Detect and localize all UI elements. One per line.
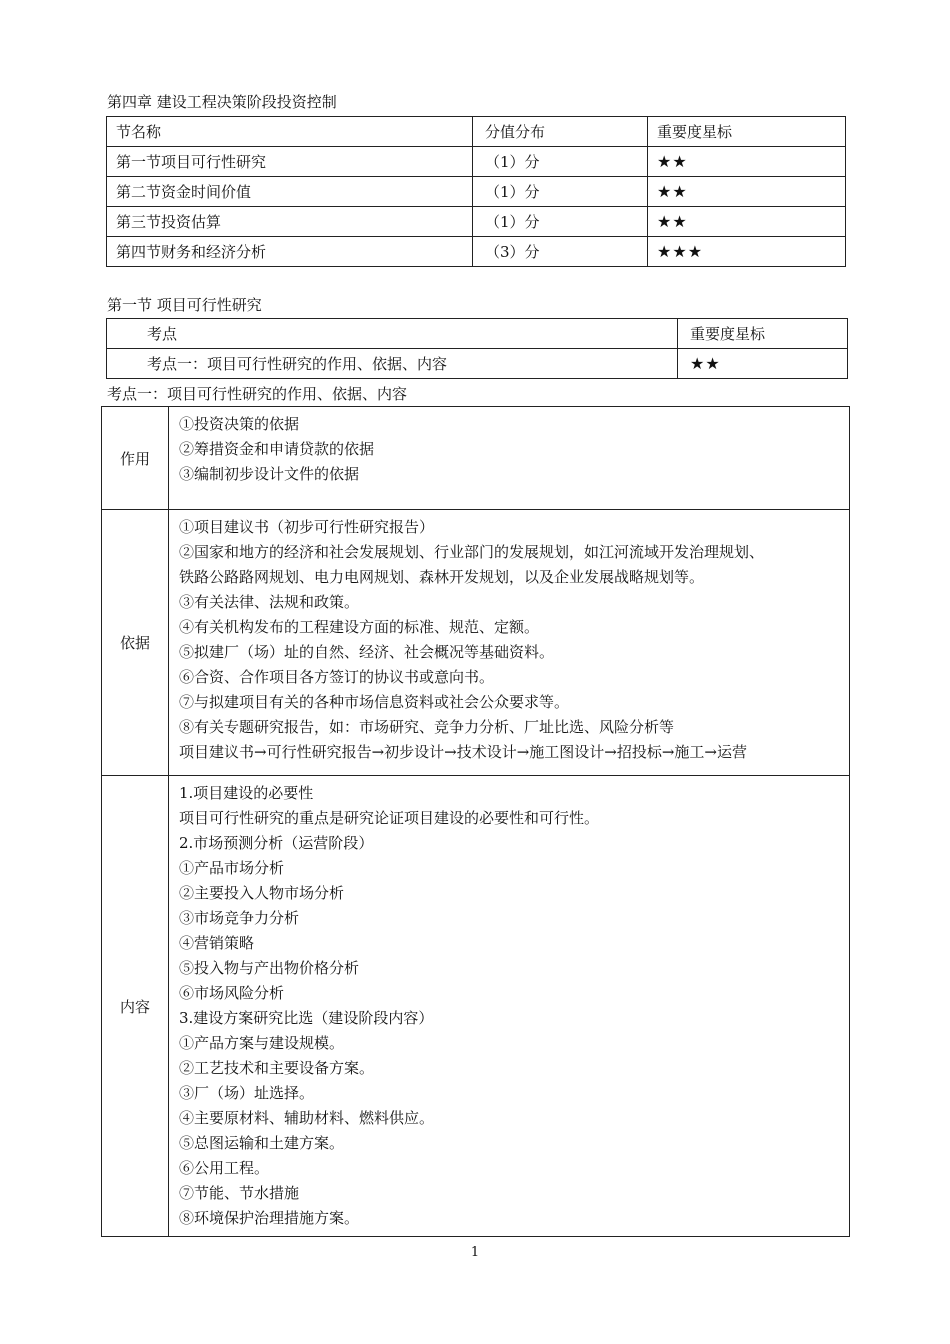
section-score: （1）分 [473, 147, 648, 177]
content-line: ④主要原材料、辅助材料、燃料供应。 [179, 1109, 435, 1127]
header-exam-point: 考点 [107, 319, 678, 349]
content-line: ③编制初步设计文件的依据 [179, 465, 360, 483]
exam-point-detail-table [101, 406, 850, 1237]
section-name: 第二节资金时间价值 [107, 177, 473, 207]
row-label: 作用 [102, 407, 169, 510]
section-score: （1）分 [473, 207, 648, 237]
chapter-section-table [106, 116, 846, 267]
table-header-row [107, 117, 846, 147]
content-line: 1.项目建设的必要性 [179, 784, 314, 802]
content-line: ②筹措资金和申请贷款的依据 [179, 440, 375, 458]
row-content [169, 407, 850, 510]
section-title: 第一节 项目可行性研究 [107, 296, 262, 314]
chapter-title: 第四章 建设工程决策阶段投资控制 [107, 93, 337, 111]
section-name: 第一节项目可行性研究 [107, 147, 473, 177]
table-row [107, 177, 846, 207]
header-score: 分值分布 [473, 117, 648, 147]
exam-point-table [106, 318, 848, 379]
content-line: 铁路公路路网规划、电力电网规划、森林开发规划，以及企业发展战略规划等。 [179, 568, 705, 586]
content-line: ⑧环境保护治理措施方案。 [179, 1209, 360, 1227]
content-line: ⑥合资、合作项目各方签订的协议书或意向书。 [179, 668, 495, 686]
detail-row-basis [102, 510, 850, 776]
header-importance: 重要度星标 [648, 117, 846, 147]
exam-point-title: 考点一：项目可行性研究的作用、依据、内容 [107, 385, 408, 403]
content-line: ①投资决策的依据 [179, 415, 300, 433]
section-name: 第四节财务和经济分析 [107, 237, 473, 267]
content-line: ⑥市场风险分析 [179, 984, 285, 1002]
content-line: ②主要投入人物市场分析 [179, 884, 345, 902]
header-importance: 重要度星标 [678, 319, 848, 349]
header-section-name: 节名称 [107, 117, 473, 147]
content-line: ⑧有关专题研究报告，如：市场研究、竞争力分析、厂址比选、风险分析等 [179, 718, 675, 736]
content-line: 3.建设方案研究比选（建设阶段内容） [179, 1009, 434, 1027]
content-line: ④营销策略 [179, 934, 255, 952]
section-score: （1）分 [473, 177, 648, 207]
star-rating: ★★ [648, 177, 846, 207]
row-label: 内容 [102, 776, 169, 1237]
table-header-row [107, 319, 848, 349]
content-line: ⑤总图运输和土建方案。 [179, 1134, 345, 1152]
content-line: ⑦与拟建项目有关的各种市场信息资料或社会公众要求等。 [179, 693, 570, 711]
section-name: 第三节投资估算 [107, 207, 473, 237]
content-line: ①项目建议书（初步可行性研究报告） [179, 518, 435, 536]
star-rating: ★★ [678, 349, 848, 379]
content-line: ②国家和地方的经济和社会发展规划、行业部门的发展规划，如江河流域开发治理规划、 [179, 543, 765, 561]
exam-point-name: 考点一：项目可行性研究的作用、依据、内容 [107, 349, 678, 379]
content-line: ①产品方案与建设规模。 [179, 1034, 345, 1052]
content-line: ③有关法律、法规和政策。 [179, 593, 360, 611]
content-line: ③市场竞争力分析 [179, 909, 300, 927]
content-line: ④有关机构发布的工程建设方面的标准、规范、定额。 [179, 618, 540, 636]
content-line: ⑤拟建厂（场）址的自然、经济、社会概况等基础资料。 [179, 643, 555, 661]
star-rating: ★★ [648, 207, 846, 237]
content-line: ③厂（场）址选择。 [179, 1084, 315, 1102]
detail-row-content [102, 776, 850, 1237]
content-line: ①产品市场分析 [179, 859, 285, 877]
row-label: 依据 [102, 510, 169, 776]
page-number: 1 [470, 1245, 480, 1260]
table-row [107, 147, 846, 177]
detail-row-role [102, 407, 850, 510]
process-flow: 项目建议书→可行性研究报告→初步设计→技术设计→施工图设计→招投标→施工→运营 [179, 743, 747, 761]
content-line: ②工艺技术和主要设备方案。 [179, 1059, 375, 1077]
content-line: 项目可行性研究的重点是研究论证项目建设的必要性和可行性。 [179, 809, 600, 827]
row-content [169, 776, 850, 1237]
table-row [107, 237, 846, 267]
content-line: 2.市场预测分析（运营阶段） [179, 834, 374, 852]
table-row [107, 349, 848, 379]
section-score: （3）分 [473, 237, 648, 267]
star-rating: ★★ [648, 147, 846, 177]
content-line: ⑤投入物与产出物价格分析 [179, 959, 360, 977]
row-content [169, 510, 850, 776]
table-row [107, 207, 846, 237]
content-line: ⑥公用工程。 [179, 1159, 270, 1177]
content-line: ⑦节能、节水措施 [179, 1184, 300, 1202]
star-rating: ★★★ [648, 237, 846, 267]
